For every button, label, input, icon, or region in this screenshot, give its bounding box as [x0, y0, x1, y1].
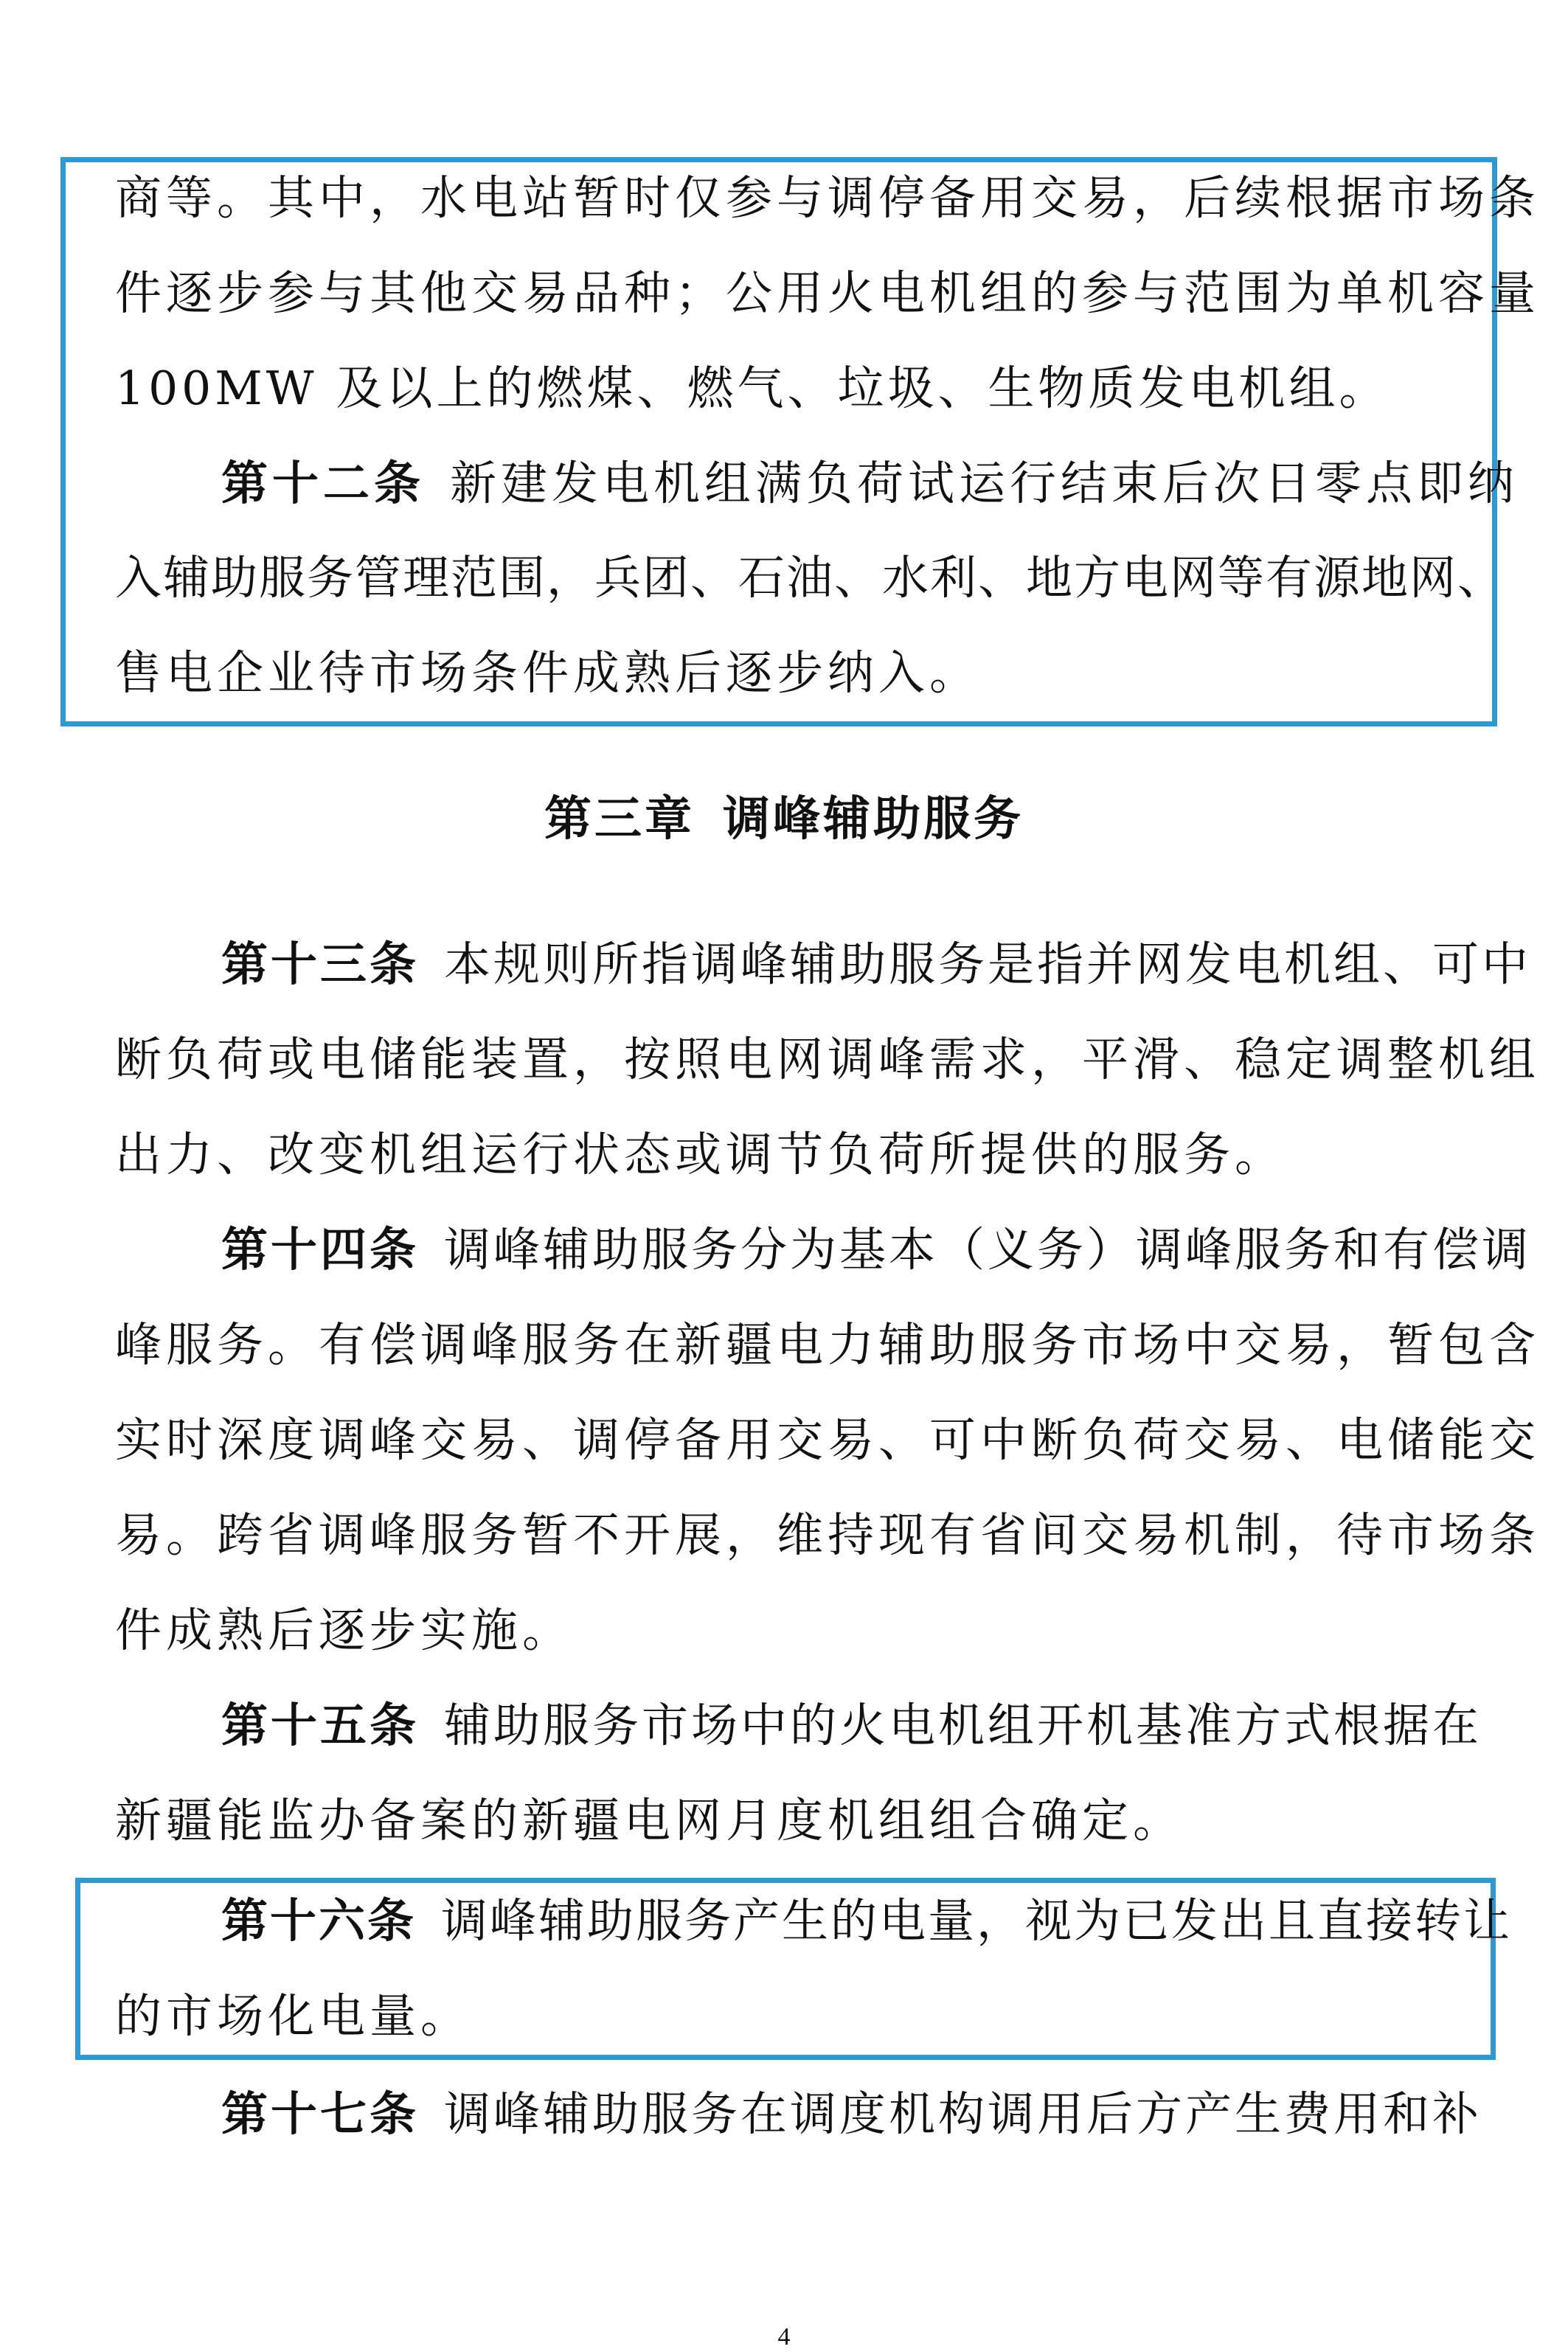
- article-15-first-line: [221, 1698, 1482, 1752]
- article-14-first-line: [221, 1222, 1531, 1277]
- article-text: 调峰辅助服务产生的电量，视为已发出且直接转让: [441, 1894, 1512, 1948]
- page-number: 4: [777, 2323, 791, 2351]
- text-line: 易。跨省调峰服务暂不开展，维持现有省间交易机制，待市场条: [115, 1508, 1540, 1562]
- text-line: 100MW 及以上的燃煤、燃气、垃圾、生物质发电机组。: [115, 361, 1390, 415]
- text-line: 新疆能监办备案的新疆电网月度机组组合确定。: [115, 1794, 1184, 1848]
- text-line: 出力、改变机组运行状态或调节负荷所提供的服务。: [115, 1128, 1286, 1182]
- article-number: 第十六条: [221, 1893, 416, 1948]
- text-line: 断负荷或电储能装置，按照电网调峰需求，平滑、稳定调整机组: [115, 1033, 1540, 1086]
- text-line: 件成熟后逐步实施。: [115, 1603, 573, 1657]
- text-line: 商等。其中，水电站暂时仅参与调停备用交易，后续根据市场条: [115, 171, 1540, 225]
- text-line: 实时深度调峰交易、调停备用交易、可中断负荷交易、电储能交: [115, 1413, 1540, 1467]
- chapter-title: 调峰辅助服务: [723, 791, 1024, 847]
- article-16-first-line: [221, 1893, 1512, 1948]
- article-13-first-line: [221, 937, 1531, 991]
- article-number: 第十四条: [221, 1222, 419, 1277]
- article-number: 第十五条: [221, 1698, 419, 1752]
- highlight-box-top: [60, 157, 1540, 726]
- article-text: 本规则所指调峰辅助服务是指并网发电机组、可中: [444, 937, 1531, 991]
- article-text: 调峰辅助服务分为基本（义务）调峰服务和有偿调: [444, 1223, 1531, 1277]
- article-text: 辅助服务市场中的火电机组开机基准方式根据在: [444, 1699, 1482, 1752]
- article-text: 调峰辅助服务在调度机构调用后方产生费用和补: [444, 2087, 1482, 2141]
- article-number: 第十七条: [221, 2086, 419, 2141]
- article-text: 新建发电机组满负荷试运行结束后次日零点即纳: [450, 457, 1519, 510]
- article-12-first-line: [221, 456, 1519, 510]
- text-line: 件逐步参与其他交易品种；公用火电机组的参与范围为单机容量: [115, 266, 1540, 320]
- article-number: 第十三条: [221, 937, 419, 991]
- article-number: 第十二条: [221, 456, 425, 510]
- chapter-number: 第三章: [544, 791, 695, 847]
- text-line: 的市场化电量。: [115, 1989, 471, 2043]
- text-line: 售电企业待市场条件成熟后逐步纳入。: [115, 646, 980, 700]
- chapter-heading: [0, 791, 1568, 847]
- text-line: 入辅助服务管理范围，兵团、石油、水利、地方电网等有源地网、: [115, 551, 1505, 605]
- article-17-first-line: [221, 2086, 1482, 2141]
- text-line: 峰服务。有偿调峰服务在新疆电力辅助服务市场中交易，暂包含: [115, 1318, 1540, 1372]
